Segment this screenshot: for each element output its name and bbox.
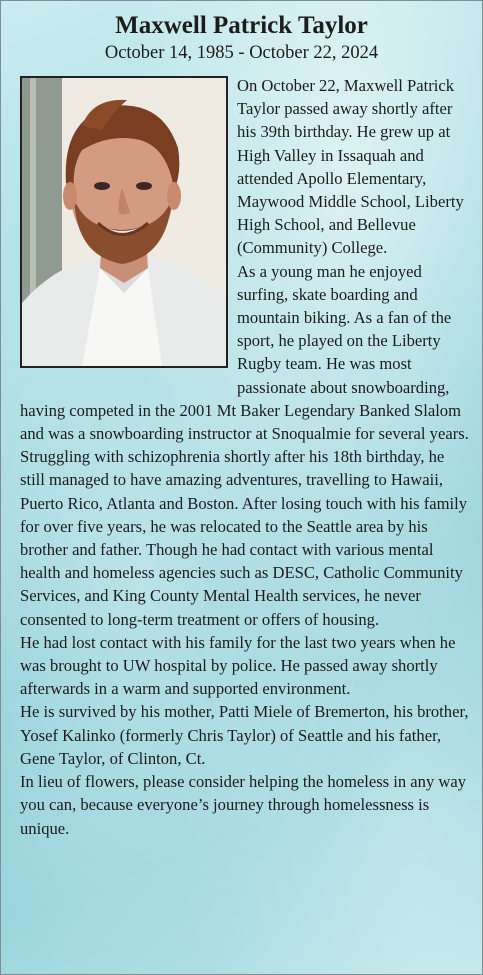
paragraph-sports: As a young man he enjoyed surfing, skate boarding and mountain biking. As a fan of the sport, he played on the Liberty Rugby team. He was most passionate about snowboarding, having competed in the 2001 Mt Baker Legendary Banked Slalom and was a snowboarding instructor at Snoqualmie for several years. bbox=[20, 261, 469, 444]
photo-wrap-spacer bbox=[20, 74, 237, 387]
deceased-name: Maxwell Patrick Taylor bbox=[115, 12, 368, 39]
paragraph-early-life: On October 22, Maxwell Patrick Taylor passed away shortly after his 39th birthday. He grew up at High Valley in Issaquah and attended Apollo Elementary, Maywood Middle School, Liberty High School, and Bellevue (Community) College. bbox=[237, 76, 464, 258]
paragraph-illness: Struggling with schizophrenia shortly after his 18th birthday, he still managed to have amazing adventures, travelling to Hawaii, Puerto Rico, Atlanta and Boston. After losing touch with his family for over five years, he was relocated to the Seattle area by his brother and father. Though he had contact with various mental health and homeless agencies such as DESC, Catholic Community Services, and King County Mental Health services, he never consented to long-term treatment or offers of housing. bbox=[20, 447, 468, 629]
paragraph-survivors: He is survived by his mother, Patti Miele of Bremerton, his brother, Yosef Kalinko (formerly Chris Taylor) of Seattle and his father, Gene Taylor, of Clinton, Ct. bbox=[20, 702, 469, 768]
paragraph-passing: He had lost contact with his family for the last two years when he was brought to UW hospital by police. He passed away shortly afterwards in a warm and supported environment. bbox=[20, 632, 456, 699]
paragraph-in-lieu: In lieu of flowers, please consider helping the homeless in any way you can, because everyone’s journey through homelessness is unique. bbox=[20, 772, 467, 838]
life-dates: October 14, 1985 - October 22, 2024 bbox=[104, 43, 379, 63]
obituary-text bbox=[20, 74, 470, 840]
